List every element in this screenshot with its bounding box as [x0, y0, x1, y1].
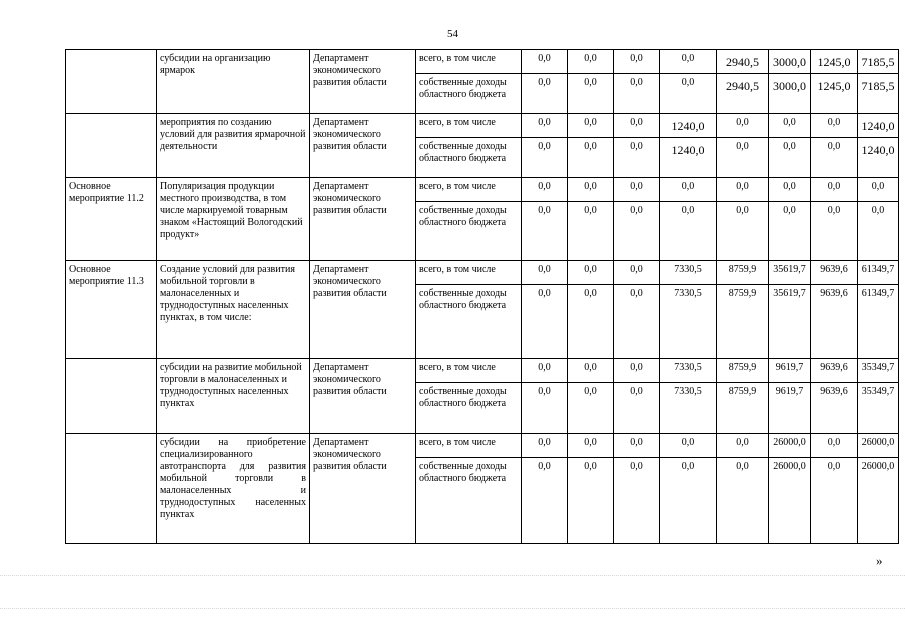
- value-cell-total: 0,0: [811, 178, 858, 202]
- event-name-cell: субсидии на организацию ярмарок: [157, 50, 310, 114]
- value-cell-own: 0,0: [614, 74, 660, 114]
- value-cell-total: 0,0: [717, 114, 769, 138]
- value-cell-total: 1240,0: [858, 114, 899, 138]
- value-cell-own: 7330,5: [660, 383, 717, 434]
- value-cell-total: 1240,0: [660, 114, 717, 138]
- value-cell-total: 0,0: [522, 50, 568, 74]
- event-number-cell: [66, 434, 157, 544]
- value-cell-own: 0,0: [660, 74, 717, 114]
- value-cell-total: 0,0: [568, 359, 614, 383]
- event-name-cell: субсидии на приобретение специализированного автотранспорта для развития мобильной торговли в малонаселенных и труднодоступных населенных пунктах: [157, 434, 310, 544]
- value-cell-own: 0,0: [717, 458, 769, 544]
- value-cell-total: 0,0: [568, 261, 614, 285]
- table-row: [66, 178, 899, 202]
- event-number-cell: [66, 359, 157, 434]
- value-cell-own: 0,0: [568, 285, 614, 359]
- value-cell-own: 26000,0: [769, 458, 811, 544]
- table-row: [66, 114, 899, 138]
- table-row: [66, 261, 899, 285]
- value-cell-own: 0,0: [522, 383, 568, 434]
- value-cell-own: 0,0: [614, 383, 660, 434]
- value-cell-total: 0,0: [614, 50, 660, 74]
- value-cell-own: 0,0: [811, 458, 858, 544]
- value-cell-own: 0,0: [522, 458, 568, 544]
- event-number-cell: Основное мероприятие 11.3: [66, 261, 157, 359]
- executor-cell: Департамент экономического развития области: [310, 178, 416, 261]
- value-cell-own: 0,0: [811, 202, 858, 261]
- value-cell-total: 2940,5: [717, 50, 769, 74]
- executor-cell: Департамент экономического развития области: [310, 114, 416, 178]
- funding-type-total: всего, в том числе: [416, 261, 522, 285]
- funding-type-total: всего, в том числе: [416, 434, 522, 458]
- funding-type-total: всего, в том числе: [416, 114, 522, 138]
- value-cell-own: 0,0: [717, 138, 769, 178]
- value-cell-own: 0,0: [614, 285, 660, 359]
- executor-cell: Департамент экономического развития области: [310, 359, 416, 434]
- value-cell-total: 0,0: [660, 50, 717, 74]
- value-cell-total: 0,0: [522, 434, 568, 458]
- value-cell-total: 0,0: [522, 178, 568, 202]
- value-cell-total: 0,0: [660, 178, 717, 202]
- value-cell-own: 8759,9: [717, 285, 769, 359]
- value-cell-total: 0,0: [769, 178, 811, 202]
- executor-cell: Департамент экономического развития области: [310, 261, 416, 359]
- value-cell-own: 0,0: [858, 202, 899, 261]
- value-cell-own: 0,0: [614, 458, 660, 544]
- funding-type-own: собственные доходы областного бюджета: [416, 383, 522, 434]
- event-name-cell: мероприятия по созданию условий для развития ярмарочной деятельности: [157, 114, 310, 178]
- value-cell-total: 0,0: [858, 178, 899, 202]
- value-cell-own: 0,0: [522, 138, 568, 178]
- value-cell-own: 9639,6: [811, 285, 858, 359]
- scan-edge-line: [0, 575, 905, 576]
- value-cell-own: 7185,5: [858, 74, 899, 114]
- value-cell-own: 61349,7: [858, 285, 899, 359]
- value-cell-own: 1245,0: [811, 74, 858, 114]
- value-cell-total: 8759,9: [717, 261, 769, 285]
- value-cell-total: 26000,0: [858, 434, 899, 458]
- funding-type-total: всего, в том числе: [416, 359, 522, 383]
- value-cell-own: 3000,0: [769, 74, 811, 114]
- value-cell-own: 0,0: [522, 202, 568, 261]
- value-cell-own: 0,0: [568, 202, 614, 261]
- table-row: [66, 50, 899, 74]
- funding-type-total: всего, в том числе: [416, 178, 522, 202]
- value-cell-own: 35619,7: [769, 285, 811, 359]
- table-row: [66, 434, 899, 458]
- value-cell-total: 0,0: [614, 359, 660, 383]
- value-cell-total: 0,0: [717, 178, 769, 202]
- value-cell-total: 9619,7: [769, 359, 811, 383]
- value-cell-total: 0,0: [568, 178, 614, 202]
- value-cell-own: 0,0: [568, 458, 614, 544]
- value-cell-own: 0,0: [614, 138, 660, 178]
- executor-cell: Департамент экономического развития области: [310, 434, 416, 544]
- closing-quote-mark: »: [876, 553, 883, 568]
- value-cell-total: 35619,7: [769, 261, 811, 285]
- value-cell-own: 26000,0: [858, 458, 899, 544]
- value-cell-own: 8759,9: [717, 383, 769, 434]
- value-cell-own: 0,0: [660, 202, 717, 261]
- value-cell-total: 35349,7: [858, 359, 899, 383]
- value-cell-total: 0,0: [717, 434, 769, 458]
- value-cell-own: 0,0: [614, 202, 660, 261]
- value-cell-own: 35349,7: [858, 383, 899, 434]
- value-cell-own: 1240,0: [660, 138, 717, 178]
- scan-edge-line: [0, 608, 905, 609]
- event-number-cell: Основное мероприятие 11.2: [66, 178, 157, 261]
- value-cell-total: 0,0: [614, 434, 660, 458]
- value-cell-total: 3000,0: [769, 50, 811, 74]
- value-cell-total: 0,0: [522, 114, 568, 138]
- value-cell-total: 61349,7: [858, 261, 899, 285]
- budget-table: [65, 49, 899, 544]
- value-cell-own: 0,0: [769, 202, 811, 261]
- value-cell-total: 1245,0: [811, 50, 858, 74]
- table-row: [66, 359, 899, 383]
- value-cell-own: 9619,7: [769, 383, 811, 434]
- value-cell-total: 26000,0: [769, 434, 811, 458]
- value-cell-own: 9639,6: [811, 383, 858, 434]
- value-cell-own: 0,0: [811, 138, 858, 178]
- funding-type-own: собственные доходы областного бюджета: [416, 138, 522, 178]
- funding-type-own: собственные доходы областного бюджета: [416, 458, 522, 544]
- value-cell-total: 0,0: [660, 434, 717, 458]
- value-cell-own: 0,0: [522, 74, 568, 114]
- value-cell-own: 0,0: [568, 74, 614, 114]
- funding-type-own: собственные доходы областного бюджета: [416, 74, 522, 114]
- value-cell-total: 0,0: [522, 261, 568, 285]
- funding-type-own: собственные доходы областного бюджета: [416, 285, 522, 359]
- value-cell-own: 0,0: [717, 202, 769, 261]
- value-cell-total: 9639,6: [811, 261, 858, 285]
- event-name-cell: Создание условий для развития мобильной торговли в малонаселенных и труднодоступных населенных пунктах, в том числе:: [157, 261, 310, 359]
- event-name-cell: субсидии на развитие мобильной торговли в малонаселенных и труднодоступных населенных пунктах: [157, 359, 310, 434]
- value-cell-total: 8759,9: [717, 359, 769, 383]
- value-cell-total: 0,0: [522, 359, 568, 383]
- executor-cell: Департамент экономического развития области: [310, 50, 416, 114]
- event-number-cell: [66, 114, 157, 178]
- value-cell-own: 0,0: [769, 138, 811, 178]
- value-cell-total: 9639,6: [811, 359, 858, 383]
- value-cell-total: 0,0: [811, 114, 858, 138]
- value-cell-total: 0,0: [614, 261, 660, 285]
- value-cell-total: 0,0: [769, 114, 811, 138]
- value-cell-total: 0,0: [568, 50, 614, 74]
- event-name-cell: Популяризация продукции местного производства, в том числе маркируемой товарным знаком «Настоящий Вологодский продукт»: [157, 178, 310, 261]
- value-cell-own: 0,0: [568, 383, 614, 434]
- value-cell-own: 0,0: [522, 285, 568, 359]
- value-cell-total: 0,0: [568, 114, 614, 138]
- funding-type-own: собственные доходы областного бюджета: [416, 202, 522, 261]
- value-cell-own: 1240,0: [858, 138, 899, 178]
- value-cell-own: 2940,5: [717, 74, 769, 114]
- value-cell-total: 7185,5: [858, 50, 899, 74]
- value-cell-total: 0,0: [614, 178, 660, 202]
- value-cell-total: 0,0: [811, 434, 858, 458]
- value-cell-own: 0,0: [568, 138, 614, 178]
- value-cell-total: 0,0: [568, 434, 614, 458]
- value-cell-total: 7330,5: [660, 261, 717, 285]
- funding-type-total: всего, в том числе: [416, 50, 522, 74]
- page-number: 54: [447, 28, 458, 40]
- value-cell-total: 7330,5: [660, 359, 717, 383]
- value-cell-own: 7330,5: [660, 285, 717, 359]
- event-number-cell: [66, 50, 157, 114]
- value-cell-total: 0,0: [614, 114, 660, 138]
- value-cell-own: 0,0: [660, 458, 717, 544]
